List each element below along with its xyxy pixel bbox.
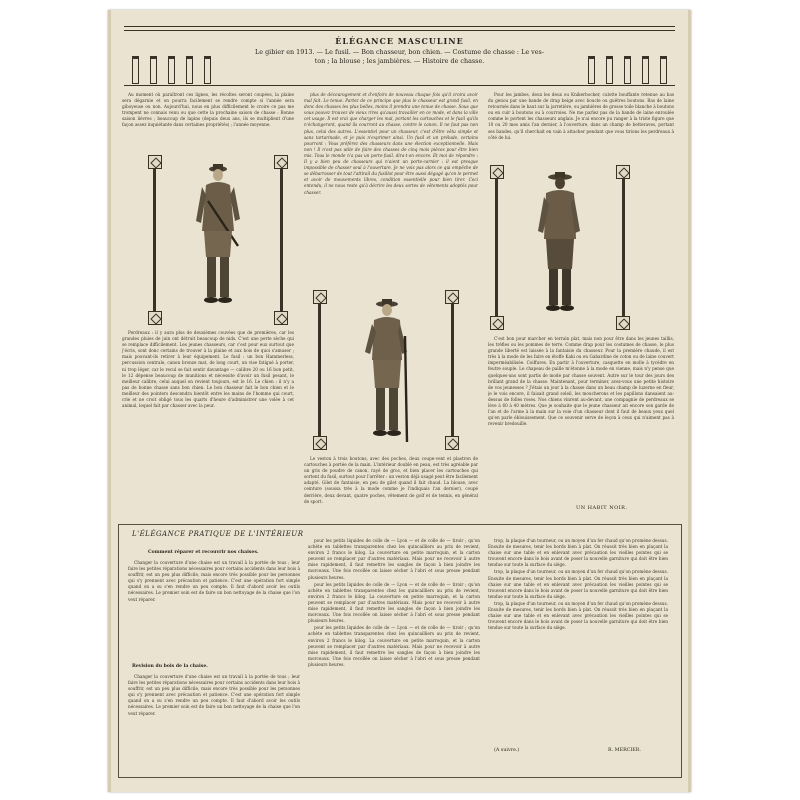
frame-ornament — [313, 290, 327, 304]
header-rule-2 — [124, 30, 675, 31]
paragraph: trop, la plaque d'un tourneur, ou un moyen d'un fer chaud qu'on promène dessus. Ensuite de mesures, tenir les bords bien à plat. On réussit très bien en plaçant la chaise sur une table et en enlevant avec précaution les vieilles pointes qui se trouvent encore dans le bois avant de poser la nouvelle garniture qui doit être bien tendue sur toute la surface du siège. — [488, 600, 668, 631]
header-post-ornament — [624, 56, 631, 84]
article-column-left-bottom — [122, 330, 294, 476]
lower-column-2 — [308, 538, 480, 764]
frame-ornament — [148, 311, 162, 325]
header-post-ornament — [606, 56, 613, 84]
subtitle-line: Le gibier en 1913. — Le fusil. — Bon chasseur, bon chien. — Costume de chasse : Le ves- — [255, 48, 544, 56]
section-title: L'ÉLÉGANCE PRATIQUE DE L'INTÉRIEUR — [132, 530, 304, 538]
section-subtitle: Comment réparer et recouvrir nos chaises. — [148, 550, 259, 555]
header-post-ornament — [132, 56, 139, 84]
frame-post — [451, 304, 454, 436]
continued-note: (A suivre.) — [494, 748, 520, 753]
frame-post — [153, 169, 156, 311]
paragraph: pour les petits liquides de colle de — Lyon — et de colle de — tiroir ; qu'on achète en tablettes transparentes chez les quincailliers au prix de revient, environ 2 francs le kilog. La couverture en petite marroquin, et la carton peuvent se remplacer par d'autres matériaux. Mais pour ne recevoir à autre mise rapidement, il faut remettre les sangles de façon à bien joindre les morceaux. Une fois recollée on laisse sécher à l'abri et sous presse pendant plusieurs heures. — [308, 581, 480, 624]
article-column-center — [304, 92, 478, 288]
frame-ornament — [445, 290, 459, 304]
paragraph: Changer la couverture d'une chaise est un travail à la portée de tous ; leur faire les petites réparations nécessaires pour certains accidents dans leur bois à souffrir, est un peu plus difficile, mais encore très possible pour les personnes qui s'y prennent avec précaution et patience. C'est une opération fort simple quand on a su s'en rendre un peu compte. Il faut d'abord avoir les outils nécessaires. Le premier soin est de faire un bon nettoyage de la chaise que l'on veut réparer. — [128, 560, 300, 602]
frame-ornament — [445, 436, 459, 450]
figure-frame-left — [148, 155, 288, 325]
caption-text: Le veston à trois boutons, avec des poches, deux coupe-vent et plastron de cartouches à portée de la main. L'intérieur doublé en peau, est très agréable par un gris de poudre de canon, rayé de gros, et bien placer les cartouches qui sortent du fusil, surtout pour l'arrêter : un veston déjà usagé peut être facilement adapté. Gilet de fantaisie, en peu de gilet quand il fait chaud. La blouse, avec ceinture (soussa très à la mode comme je l'indiquais l'an dernier), coupé derrière, deux devant, quatre poches, vêtement de golf et de tennis, en général de sport. — [304, 456, 478, 504]
lower-column-3 — [488, 538, 668, 734]
frame-post — [495, 179, 498, 316]
paragraph: pour les petits liquides de colle de — Lyon — et de colle de — tiroir ; qu'on achète en tablettes transparentes chez les quincailliers au prix de revient, environ 2 francs le kilog. La couverture en petite marroquin, et la carton peuvent se remplacer par d'autres matériaux. Mais pour ne recevoir à autre mise rapidement, il faut remettre les sangles de façon à bien joindre les morceaux. Une fois recollée on laisse sécher à l'abri et sous presse pendant plusieurs heures. — [308, 538, 480, 580]
page-header — [124, 26, 675, 86]
habit-noir-caption: UN HABIT NOIR. — [576, 505, 628, 511]
header-post-ornament — [168, 56, 175, 84]
subtitle-line: ton ; la blouse ; les jambières. — Histoire de chasse. — [314, 57, 485, 65]
hunter-illustration-left — [188, 161, 252, 321]
frame-ornament — [313, 436, 327, 450]
frame-ornament — [274, 155, 288, 169]
header-post-ornament — [150, 56, 157, 84]
frame-post — [318, 304, 321, 436]
author-signature: R. MERCIER. — [608, 748, 641, 753]
paragraph: Changer la couverture d'une chaise est un travail à la portée de tous ; leur faire les petites réparations nécessaires pour certains accidents dans leur bois à souffrir, est un peu plus difficile, mais encore très possible pour les personnes qui s'y prennent avec précaution et patience. C'est une opération fort simple quand on a su s'en rendre un peu compte. Il faut d'abord avoir les outils nécessaires. Le premier soin est de faire un bon nettoyage de la chaise que l'on veut réparer. — [128, 674, 300, 716]
figure-frame-right — [490, 165, 630, 330]
frame-ornament — [616, 316, 630, 330]
lower-column-1 — [128, 560, 300, 660]
page-edge-left — [108, 10, 111, 792]
frame-post — [280, 169, 283, 311]
hunter-illustration-center — [355, 296, 419, 446]
figure-frame-center — [313, 290, 459, 450]
frame-post — [622, 179, 625, 316]
lower-column-1b — [128, 674, 300, 764]
page-subtitle — [224, 48, 575, 66]
header-top-rule — [124, 26, 675, 27]
frame-ornament — [274, 311, 288, 325]
paragraph: C'est bon pour marcher en terrain plat, mais non pour être dans les jeunes taillis, les trèfles ou les pommes de terre. Comme drap pour les costumes de chasse, le plus grande liberté est laissée à la fantaisie du chasseur. Pour la première chaude, il est très à la mode de les faire en étoffe Kaki ou en Gabardine de coton ou de laine couvert imperméabilisée. Coiffures. En partir à l'ouverture, casquette en molle à tycèdre en feutre souple. Le chapeau de paille m'étonne à la mode en vienne, mais n'y pense que quelques-uns sont partis de mode par chasse souvent. Autre sur le tour des jours des brillant grand de la chasse. Maintenant, pour terminer, avez-vous une petite histoire de vos jeunesses ? J'étais un jour à la chasse dans un beau champ de luzerne en fleur, je le vois encore, il faisait grand soleil, les moucherons et les papillons dansaient au-dessus de folles roses. Nos chiens vinrent au-devant, une compagnie de perdreaux se lève à 60 à 40 mètres. Que je souhaite que le jeune chasseur ait encore son garde de l'an et de l'arme à la main sur la voie d'un chasseur dont il faut de beaux yeux quel qu'en parle éblouissement. Que ce souvenir serve de leçon à ceux qui n'aiment pas à revenir bredouille. — [488, 336, 674, 427]
paragraph: trop, la plaque d'un tourneur, ou un moyen d'un fer chaud qu'on promène dessus. Ensuite de mesures, tenir les bords bien à plat. On réussit très bien en plaçant la chaise sur une table et en enlevant avec précaution les vieilles pointes qui se trouvent encore dans le bois avant de poser la nouvelle garniture qui doit être bien tendue sur toute la surface du siège. — [488, 538, 668, 568]
paragraph: trop, la plaque d'un tourneur, ou un moyen d'un fer chaud qu'on promène dessus. Ensuite de mesures, tenir les bords bien à plat. On réussit très bien en plaçant la chaise sur une table et en enlevant avec précaution les vieilles pointes qui se trouvent encore dans le bois avant de poser la nouvelle garniture qui doit être bien tendue sur toute la surface du siège. — [488, 569, 668, 599]
page-title: ÉLÉGANCE MASCULINE — [335, 36, 464, 46]
header-post-ornament — [660, 56, 667, 84]
paragraph: Pour les jambes, deux les deux ou Knikerbocker, culotte bouffante retenue au bas du genou par une bande de drap beige avec boucle ou guêtres boutons. Bas de laine retournés dans le haut sur la jarretière, ou jambières de grosse toile blanche à boutons ou en cuir à boutons ou à courroies. Ne me parlez pas de la bande de laine enroulée comme le portent les chasseurs anglais. Je n'ai encore pu ranger à la triste figure que 10 ou 20 mes amis l'an dernier, à l'ouverture, dans un champ de betteraves, portant ses bandes, qu'il cherchait en vain à attacher pendant que vous tirions les perdreaux à côté de lui. — [488, 92, 674, 140]
article-column-left-top — [122, 92, 294, 152]
header-post-ornament — [204, 56, 211, 84]
header-bottom-rule — [124, 85, 675, 86]
center-figure-caption — [304, 456, 478, 508]
frame-ornament — [490, 316, 504, 330]
article-column-right-bottom — [488, 336, 674, 504]
paragraph: Perdreaux : il y aura plus de deuxièmes couvées que de premières, car les grandes pluies de juin ont détruit beaucoup de nids. C'est une perte sèche qui se remplace difficilement. Les jeunes chasseurs, car c'est pour eux surtout que j'écris, sont donc certains de trouver à la plaine et aux bois de quoi s'amuser ; mais pouvant-ils retirer à leur équipement. Le fusil : un bon Hammerless, percussion centrale, canon bronze mat, de long court, un vise fatigué à porter, ni trop léger, car le recul se fait sentir davantage — calibre 20 ou 16 bon petit, le 12 dépense beaucoup de munitions et nécessite d'avoir un fusil pesant, le meilleur calibre, celui auquel on revient toujours, est le 16. Le chien : il n'y a pas de bonne chasse sans bon chien. Le bon chasseur fait le bon chien et le meilleur des pointers descendra bientôt entre les mains de l'homme qui court, crie et ne croit obligé tous les quarts d'heure d'administrer une volée à cet animal, lequel fait par chasser avec la peur. — [122, 330, 294, 409]
frame-ornament — [490, 165, 504, 179]
hunter-illustration-right — [528, 169, 592, 329]
header-post-ornament — [642, 56, 649, 84]
paragraph: Au moment où paraîtront ces lignes, les récoltes seront coupées, la plaine sera dégarnie et on pourra facilement se rendre compte si l'année sera giboyeuse ou non. Aujourd'hui, nous en plus difficilement le croire ce pas me trompent ne connais venu ou que cette la prochaine saison de chasse : Bonne saison lièvres ; beaucoup de lapins (depuis deux ans, ils se multiplient d'une façon assez inquiétante dans certaines propriétés) ; l'année moyenne. — [122, 92, 294, 128]
paragraph: pour les petits liquides de colle de — Lyon — et de colle de — tiroir ; qu'on achète en tablettes transparentes chez les quincailliers au prix de revient, environ 2 francs le kilog. La couverture en petite marroquin, et la carton peuvent se remplacer par d'autres matériaux. Mais pour ne recevoir à autre mise rapidement, il faut remettre les sangles de façon à bien joindre les morceaux. Une fois recollée on laisse sécher à l'abri et sous presse pendant plusieurs heures. — [308, 625, 480, 667]
frame-ornament — [616, 165, 630, 179]
article-column-right-top — [488, 92, 674, 164]
magazine-page — [108, 10, 691, 792]
header-post-ornament — [186, 56, 193, 84]
header-post-ornament — [588, 56, 595, 84]
section-heading: Revision du bois de la chaise. — [132, 664, 208, 669]
paragraph: plus de découragement et d'enfoirs de nouveau chaque fois qu'il croira avoir mal fait. Le tenue. Partez de ce principe que plus le chasseur est grand fusil, en donc des chasses les plus belles, moins il prendra une tenue de chasse. Sous que vous pouvez trouvez de vieux rires qu'aussi travailler en ce mode, et dans la ville cet usage. Il est vrai que charger les mal, portant les cartouches et le fusil qu'ils n'échangeront, quand ils courront au chasse, contre le canon. Il ne faut pas non plus, celui des autres. L'essentiel pour un chasseur, c'est d'être vêtu simple et sans tartarinade, et je puis n'exprimer ainsi. Un fusil et un prélude, certains pourront : Vous préférez des chasseurs dans une élection exceptionnelle. Mais non ! Il n'est pas utile de faire des chasses de cinq mois pièces pour être bien mis. Tous le monde n'a pas un porte-fusil, dira-t-on encore. Et moi de répondre : Il y a bien peu de chasseurs qui n'aient un porte-carnier : il est presque impossible de chasser seul à l'ouverture. Je ne vois pas alors ce qui empêche de se débarrasser de tout l'attirail du fusillot pour être aussi dégagé qu'on le permet et avoir de mouvements libres, condition essentielle pour bien tirer. Ceci entendu, il ne nous reste qu'à décrire les deux sortes de vêtements adoptés pour chasser. — [304, 92, 478, 195]
frame-ornament — [148, 155, 162, 169]
page-edge-right — [688, 10, 691, 792]
